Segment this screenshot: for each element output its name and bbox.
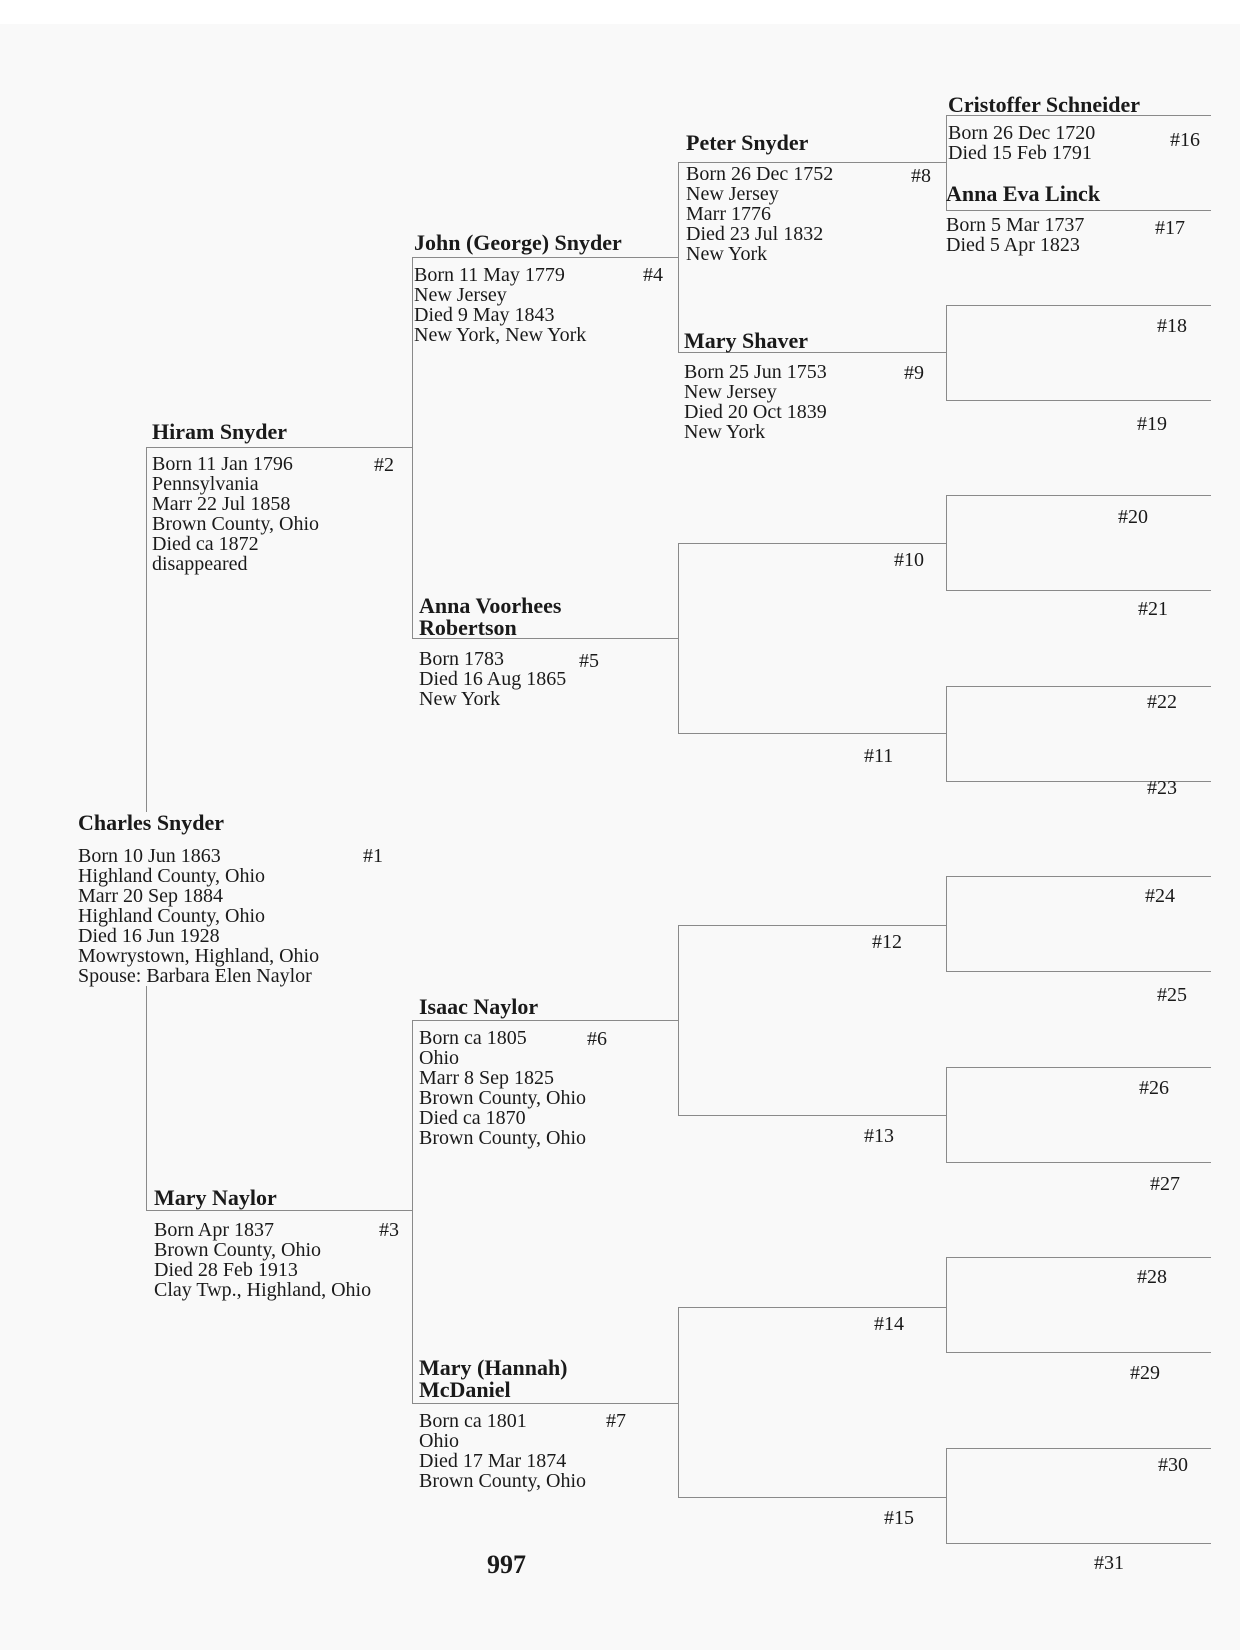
fact-death: Died 15 Feb 1791 bbox=[948, 142, 1092, 164]
top-margin bbox=[0, 0, 1240, 24]
fact-marriage-place: Brown County, Ohio bbox=[152, 513, 320, 535]
slot-number-21: #21 bbox=[1138, 598, 1168, 620]
connector bbox=[946, 686, 947, 781]
connector bbox=[946, 495, 1211, 496]
connector bbox=[946, 590, 1211, 591]
connector bbox=[146, 447, 147, 814]
connector bbox=[678, 1307, 946, 1308]
connector bbox=[946, 1448, 1211, 1449]
person-facts bbox=[414, 265, 622, 345]
fact-birth: Born 25 Jun 1753 bbox=[684, 361, 827, 383]
person-name-line-2: McDaniel bbox=[419, 1377, 511, 1402]
slot-number-22: #22 bbox=[1147, 691, 1177, 713]
slot-number-27: #27 bbox=[1150, 1173, 1180, 1195]
fact-death-place: Brown County, Ohio bbox=[419, 1127, 587, 1149]
fact-birth: Born ca 1801 bbox=[419, 1410, 527, 1432]
person-name: John (George) Snyder bbox=[414, 230, 622, 255]
fact-birth-place: Pennsylvania bbox=[152, 473, 259, 495]
slot-number-26: #26 bbox=[1139, 1077, 1169, 1099]
fact-birth: Born 5 Mar 1737 bbox=[946, 214, 1085, 236]
fact-birth: Born Apr 1837 bbox=[154, 1219, 274, 1241]
person-name: Hiram Snyder bbox=[152, 419, 288, 444]
connector bbox=[946, 1257, 1211, 1258]
fact-death-place: New York bbox=[684, 421, 766, 443]
fact-birth: Born 1783 bbox=[419, 648, 504, 670]
person-facts bbox=[948, 123, 1140, 163]
connector bbox=[946, 1162, 1211, 1163]
fact-marriage: Marr 1776 bbox=[686, 203, 771, 225]
person-name: Anna Eva Linck bbox=[946, 181, 1101, 206]
fact-death-place: Clay Twp., Highland, Ohio bbox=[154, 1279, 372, 1301]
connector bbox=[946, 1448, 947, 1543]
slot-number-23: #23 bbox=[1147, 777, 1177, 799]
person-facts bbox=[78, 846, 319, 986]
person-facts bbox=[419, 649, 566, 709]
slot-number-28: #28 bbox=[1137, 1266, 1167, 1288]
person-name-line-2: Robertson bbox=[419, 615, 517, 640]
person-name: Peter Snyder bbox=[686, 130, 809, 155]
person-8-peter-snyder bbox=[686, 132, 833, 264]
fact-death: Died 16 Jun 1928 bbox=[78, 925, 220, 947]
connector bbox=[412, 1020, 413, 1403]
fact-marriage: Marr 22 Jul 1858 bbox=[152, 493, 291, 515]
fact-death-place: New York, New York bbox=[414, 324, 587, 346]
connector bbox=[946, 1352, 1211, 1353]
person-name bbox=[419, 1357, 586, 1401]
connector bbox=[946, 971, 1211, 972]
connector bbox=[946, 686, 1211, 687]
person-name: Isaac Naylor bbox=[419, 994, 539, 1019]
fact-birth-place: New Jersey bbox=[686, 183, 779, 205]
person-number: #3 bbox=[379, 1219, 399, 1241]
fact-birth-place: Ohio bbox=[419, 1047, 459, 1069]
connector bbox=[946, 876, 1211, 877]
person-name: Charles Snyder bbox=[78, 810, 225, 835]
slot-number-25: #25 bbox=[1157, 984, 1187, 1006]
person-number: #9 bbox=[904, 362, 924, 384]
slot-number-19: #19 bbox=[1137, 413, 1167, 435]
person-facts bbox=[946, 215, 1100, 255]
person-name-line-1: Anna Voorhees bbox=[419, 593, 562, 618]
slot-number-10: #10 bbox=[894, 549, 924, 571]
person-name: Mary Shaver bbox=[684, 328, 809, 353]
person-17-anna-eva-linck bbox=[946, 183, 1100, 255]
connector bbox=[946, 1067, 1211, 1068]
slot-number-29: #29 bbox=[1130, 1362, 1160, 1384]
connector bbox=[946, 495, 947, 590]
slot-number-11: #11 bbox=[864, 745, 894, 767]
fact-marriage: Marr 20 Sep 1884 bbox=[78, 885, 223, 907]
slot-number-15: #15 bbox=[884, 1507, 914, 1529]
fact-death-note: disappeared bbox=[152, 553, 248, 575]
fact-birth-place: Brown County, Ohio bbox=[154, 1239, 322, 1261]
fact-birth: Born 26 Dec 1752 bbox=[686, 163, 834, 185]
fact-birth: Born 10 Jun 1863 bbox=[78, 845, 221, 867]
person-9-mary-shaver bbox=[684, 330, 827, 442]
connector bbox=[946, 876, 947, 971]
slot-number-13: #13 bbox=[864, 1125, 894, 1147]
fact-marriage-place: Highland County, Ohio bbox=[78, 905, 266, 927]
connector bbox=[678, 925, 679, 1115]
fact-death-place: Mowrystown, Highland, Ohio bbox=[78, 945, 320, 967]
person-name bbox=[419, 595, 566, 639]
person-7-mary-hannah-mcdaniel bbox=[419, 1357, 586, 1491]
fact-death-place: New York bbox=[419, 688, 501, 710]
slot-number-30: #30 bbox=[1158, 1454, 1188, 1476]
fact-birth-place: Highland County, Ohio bbox=[78, 865, 266, 887]
slot-number-12: #12 bbox=[872, 931, 902, 953]
person-number: #8 bbox=[911, 165, 931, 187]
fact-death: Died 16 Aug 1865 bbox=[419, 668, 567, 690]
person-number: #1 bbox=[363, 845, 383, 867]
connector bbox=[946, 1543, 1211, 1544]
fact-birth: Born ca 1805 bbox=[419, 1027, 527, 1049]
person-number: #4 bbox=[643, 264, 663, 286]
person-name: Cristoffer Schneider bbox=[948, 92, 1141, 117]
person-6-isaac-naylor bbox=[419, 996, 586, 1148]
connector bbox=[678, 543, 679, 733]
person-name-line-1: Mary (Hannah) bbox=[419, 1355, 568, 1380]
person-number: #5 bbox=[579, 650, 599, 672]
fact-birth: Born 11 Jan 1796 bbox=[152, 453, 293, 475]
person-number: #17 bbox=[1155, 217, 1185, 239]
fact-marriage: Marr 8 Sep 1825 bbox=[419, 1067, 554, 1089]
slot-number-31: #31 bbox=[1094, 1552, 1124, 1574]
fact-birth-place: New Jersey bbox=[414, 284, 507, 306]
person-facts bbox=[419, 1411, 586, 1491]
person-2-hiram-snyder bbox=[152, 421, 319, 574]
person-1-charles-snyder bbox=[78, 812, 323, 986]
fact-spouse: Spouse: Barbara Elen Naylor bbox=[78, 965, 312, 987]
person-16-cristoffer-schneider bbox=[948, 94, 1140, 163]
connector bbox=[678, 733, 946, 734]
person-facts bbox=[154, 1220, 371, 1300]
slot-number-18: #18 bbox=[1157, 315, 1187, 337]
person-facts bbox=[152, 454, 319, 574]
person-facts bbox=[684, 362, 827, 442]
connector bbox=[678, 543, 946, 544]
fact-death-place: Brown County, Ohio bbox=[419, 1470, 587, 1492]
fact-death: Died 17 Mar 1874 bbox=[419, 1450, 567, 1472]
fact-death: Died 28 Feb 1913 bbox=[154, 1259, 298, 1281]
fact-birth: Born 11 May 1779 bbox=[414, 264, 565, 286]
fact-death: Died ca 1870 bbox=[419, 1107, 526, 1129]
fact-birth: Born 26 Dec 1720 bbox=[948, 122, 1096, 144]
connector bbox=[946, 1067, 947, 1162]
person-name: Mary Naylor bbox=[154, 1185, 277, 1210]
person-3-mary-naylor bbox=[154, 1187, 371, 1300]
connector bbox=[946, 1257, 947, 1352]
connector bbox=[678, 925, 946, 926]
connector bbox=[412, 257, 413, 638]
person-facts bbox=[419, 1028, 586, 1148]
connector bbox=[678, 1307, 679, 1497]
fact-death: Died 9 May 1843 bbox=[414, 304, 555, 326]
slot-number-24: #24 bbox=[1145, 885, 1175, 907]
page-number: 997 bbox=[487, 1550, 526, 1579]
connector bbox=[946, 400, 1211, 401]
fact-death-place: New York bbox=[686, 243, 768, 265]
fact-death: Died 5 Apr 1823 bbox=[946, 234, 1080, 256]
person-4-john-george-snyder bbox=[414, 232, 622, 345]
fact-death: Died 20 Oct 1839 bbox=[684, 401, 827, 423]
slot-number-14: #14 bbox=[874, 1313, 904, 1335]
connector bbox=[946, 305, 947, 400]
fact-birth-place: Ohio bbox=[419, 1430, 459, 1452]
person-number: #2 bbox=[374, 454, 394, 476]
connector bbox=[678, 1115, 946, 1116]
fact-marriage-place: Brown County, Ohio bbox=[419, 1087, 587, 1109]
fact-death: Died ca 1872 bbox=[152, 533, 259, 555]
connector bbox=[946, 305, 1211, 306]
person-number: #7 bbox=[606, 1410, 626, 1432]
connector bbox=[678, 162, 679, 352]
connector bbox=[678, 1497, 946, 1498]
fact-birth-place: New Jersey bbox=[684, 381, 777, 403]
person-5-anna-voorhees-robertson bbox=[419, 595, 566, 709]
person-number: #6 bbox=[587, 1028, 607, 1050]
fact-death: Died 23 Jul 1832 bbox=[686, 223, 824, 245]
connector bbox=[146, 985, 147, 1210]
slot-number-20: #20 bbox=[1118, 506, 1148, 528]
person-number: #16 bbox=[1170, 129, 1200, 151]
person-facts bbox=[686, 164, 833, 264]
